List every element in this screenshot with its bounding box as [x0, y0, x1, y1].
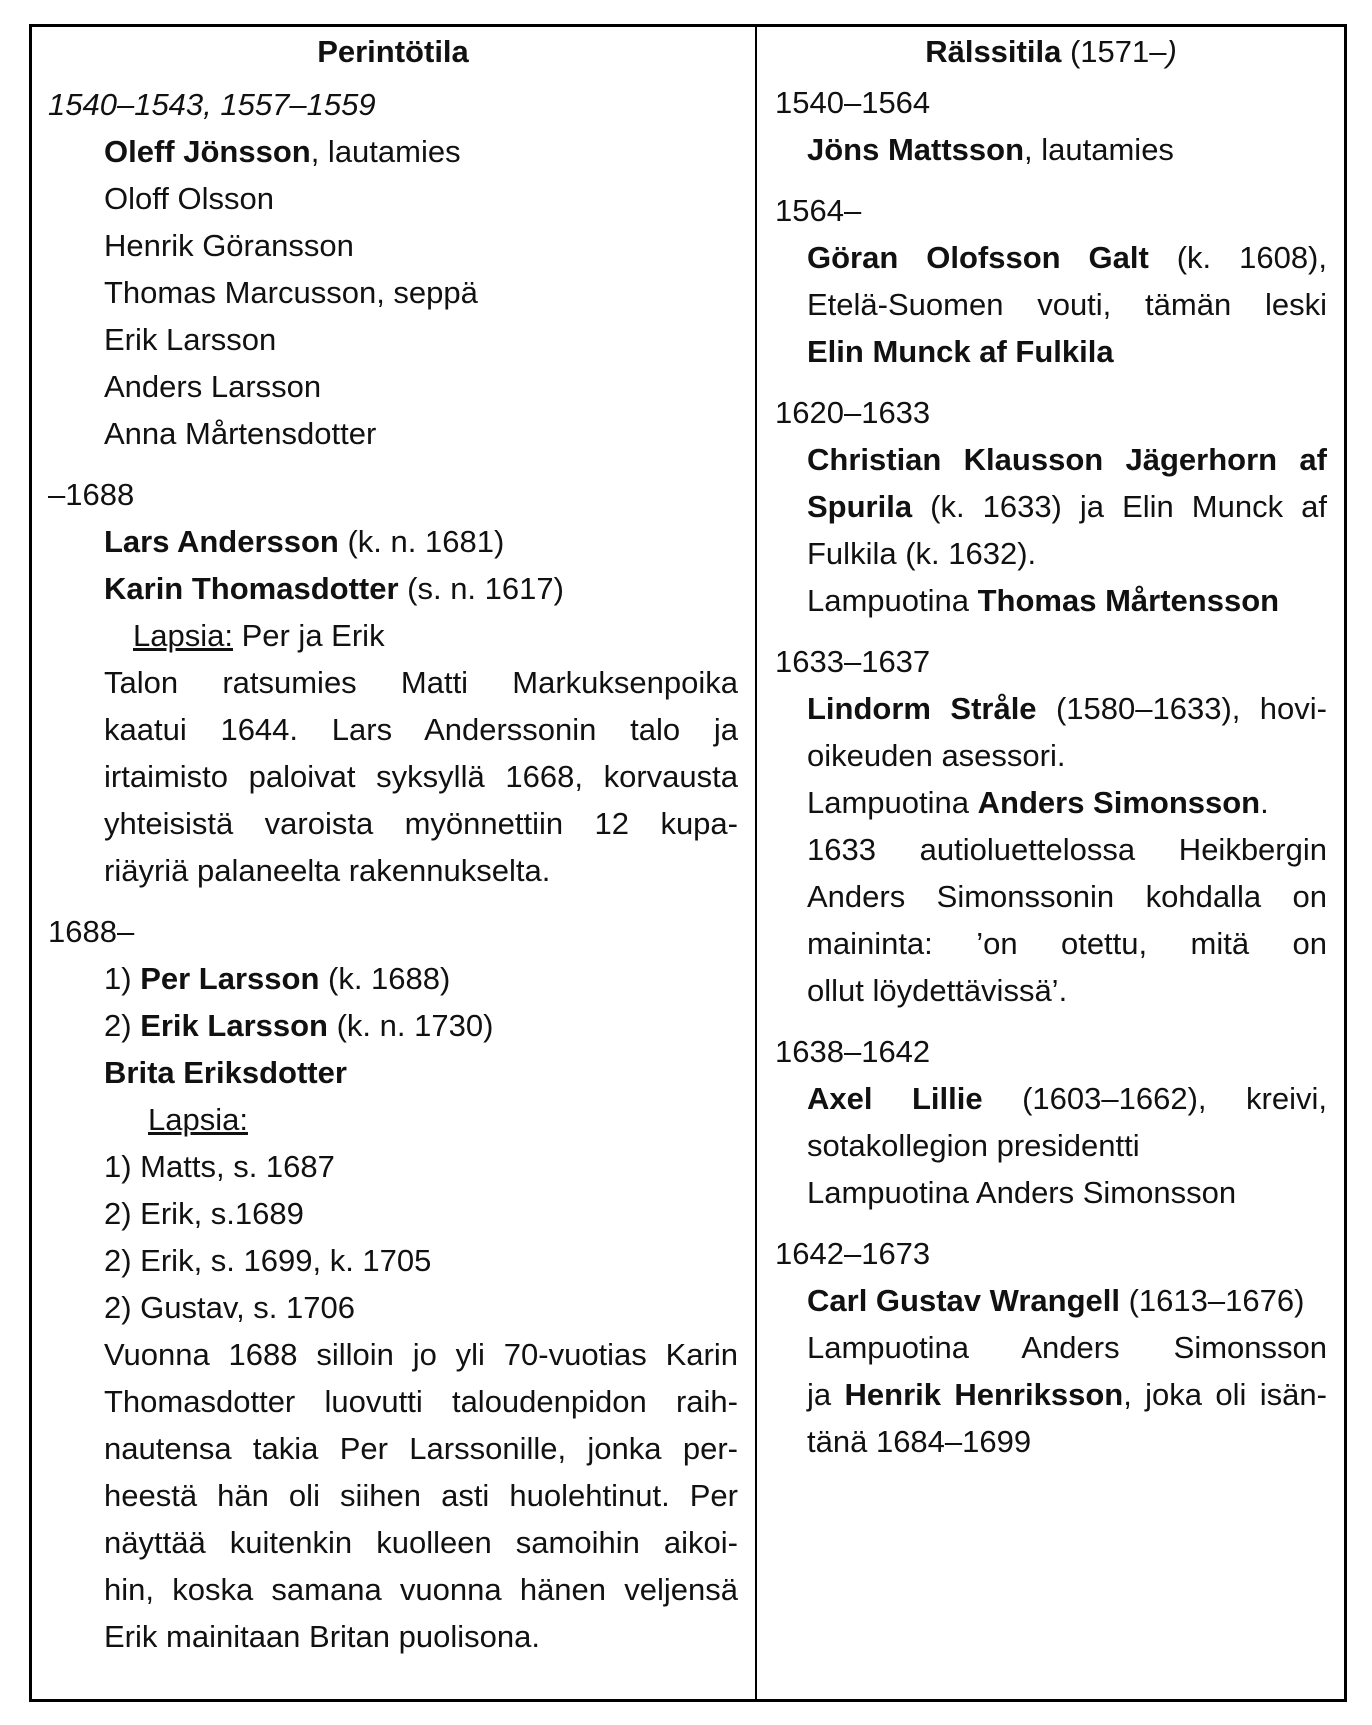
heading-years: (1571– — [1061, 34, 1167, 69]
tenant-end: . — [1260, 785, 1269, 820]
note-line: Vuonna 1688 silloin jo yli 70-vuotias Karin — [104, 1337, 738, 1372]
owner-name: Jöns Mattsson — [807, 132, 1025, 167]
owner-line — [775, 1277, 1327, 1324]
column-divider — [755, 24, 757, 1702]
note-line: kaatui 1644. Lars Anderssonin talo ja — [104, 712, 738, 747]
note-line: tänä 1684–1699 — [807, 1424, 1032, 1459]
owner-detail: (k. 1608), — [1148, 240, 1327, 275]
heading-paren: ) — [1166, 34, 1177, 69]
note-line: riäyriä palaneelta rakennukselta. — [104, 853, 551, 888]
owner-line — [48, 518, 738, 565]
owner-detail: (k. 1633) ja Elin Munck af — [912, 489, 1327, 524]
tenant-line — [775, 1371, 1327, 1418]
owner-detail: , lautamies — [1024, 132, 1174, 167]
note-line: Erik mainitaan Britan puolisona. — [104, 1619, 540, 1654]
note-line: Thomasdotter luovutti taloudenpidon raih- — [104, 1384, 738, 1419]
note-line: Etelä-Suomen vouti, tämän leski — [807, 287, 1327, 322]
owner-name: Axel Lillie — [807, 1081, 983, 1116]
child-line: 2) Erik, s.1689 — [104, 1196, 304, 1231]
tenant-name: Thomas Mårtensson — [977, 583, 1280, 618]
period-heading: 1642–1673 — [775, 1236, 931, 1271]
tenant-label: Lampuotina — [807, 785, 978, 820]
note-line: näyttää kuitenkin kuolleen samoihin aikoi- — [104, 1525, 738, 1560]
note-line: 1633 autioluettelossa Heikbergin — [807, 832, 1327, 867]
owner-line — [775, 483, 1327, 530]
owner-line: Brita Eriksdotter — [104, 1055, 347, 1090]
children-line — [48, 1096, 738, 1143]
tenant-name: Henrik Henriksson — [844, 1377, 1124, 1412]
children-line — [48, 612, 738, 659]
period-heading: 1638–1642 — [775, 1034, 931, 1069]
period-heading: –1688 — [48, 477, 135, 512]
owner-line — [775, 126, 1327, 173]
owner-line — [48, 128, 738, 175]
column-ralssitila — [775, 24, 1327, 1465]
note-line: maininta: ’on otettu, mitä on — [807, 926, 1327, 961]
owner-line: Thomas Marcusson, seppä — [104, 275, 478, 310]
children-label: Lapsia: — [133, 618, 233, 653]
child-line: 2) Erik, s. 1699, k. 1705 — [104, 1243, 432, 1278]
owner-detail: (1603–1662), kreivi, — [982, 1081, 1327, 1116]
list-number: 1) — [104, 961, 141, 996]
tenant-prefix: ja — [807, 1377, 845, 1412]
child-line: 2) Gustav, s. 1706 — [104, 1290, 355, 1325]
children-names: Per ja Erik — [232, 618, 385, 653]
tenant-line — [775, 577, 1327, 624]
note-line: Talon ratsumies Matti Markuksenpoika — [104, 665, 738, 700]
owner-line: Christian Klausson Jägerhorn af — [807, 442, 1327, 477]
owner-name: Oleff Jönsson — [104, 134, 311, 169]
period-heading: 1633–1637 — [775, 644, 931, 679]
owner-name: Spurila — [807, 489, 913, 524]
owner-line — [48, 1002, 738, 1049]
note-line: heestä hän oli siihen asti huolehtinut. Per — [104, 1478, 738, 1513]
owner-name: Karin Thomasdotter — [104, 571, 399, 606]
owner-name: Per Larsson — [140, 961, 320, 996]
heading-title: Rälssitila — [925, 34, 1062, 69]
note-line: yhteisistä varoista myönnettiin 12 kupa- — [104, 806, 738, 841]
owner-name: Göran Olofsson Galt — [807, 240, 1149, 275]
owner-line — [48, 955, 738, 1002]
tenant-name: Anders Simonsson — [977, 785, 1261, 820]
owner-name: Lindorm Stråle — [807, 691, 1037, 726]
note-line: Anders Simonssonin kohdalla on — [807, 879, 1327, 914]
owner-detail: (1613–1676) — [1119, 1283, 1305, 1318]
tenant-label: Lampuotina — [807, 583, 978, 618]
owner-line — [48, 565, 738, 612]
owner-detail: , lautamies — [310, 134, 461, 169]
tenant-line: Lampuotina Anders Simonsson — [807, 1175, 1237, 1210]
column-heading-ralssitila — [775, 24, 1327, 79]
owner-name: Erik Larsson — [140, 1008, 328, 1043]
owner-line: Anna Mårtensdotter — [104, 416, 377, 451]
period-heading: 1620–1633 — [775, 395, 931, 430]
owner-detail: (1580–1633), hovi- — [1036, 691, 1327, 726]
note-line: irtaimisto paloivat syksyllä 1668, korvausta — [104, 759, 738, 794]
period-heading: 1540–1543, 1557–1559 — [48, 87, 376, 122]
note-line: hin, koska samana vuonna hänen veljensä — [104, 1572, 738, 1607]
child-line: 1) Matts, s. 1687 — [104, 1149, 335, 1184]
tenant-line: Lampuotina Anders Simonsson — [807, 1330, 1327, 1365]
owner-detail: (k. 1688) — [319, 961, 451, 996]
period-heading: 1564– — [775, 193, 862, 228]
owner-line — [775, 234, 1327, 281]
note-line: oikeuden asessori. — [807, 738, 1066, 773]
children-label: Lapsia: — [148, 1102, 248, 1137]
owner-name: Carl Gustav Wrangell — [807, 1283, 1120, 1318]
owner-line — [775, 685, 1327, 732]
owner-line: Oloff Olsson — [104, 181, 275, 216]
note-line: ollut löydettävissä’. — [807, 973, 1068, 1008]
list-number: 2) — [104, 1008, 141, 1043]
period-heading: 1540–1564 — [775, 85, 931, 120]
owner-detail: (s. n. 1617) — [398, 571, 564, 606]
tenant-line — [775, 779, 1327, 826]
note-line: Fulkila (k. 1632). — [807, 536, 1037, 571]
owner-detail: (k. n. 1730) — [328, 1008, 494, 1043]
owner-name: Lars Andersson — [104, 524, 339, 559]
owner-line: Elin Munck af Fulkila — [807, 334, 1114, 369]
note-line: nautensa takia Per Larssonille, jonka per- — [104, 1431, 738, 1466]
tenant-detail: , joka oli isän- — [1123, 1377, 1327, 1412]
owner-line: Henrik Göransson — [104, 228, 354, 263]
column-heading-perintotila: Perintötila — [317, 34, 469, 69]
owner-line: Anders Larsson — [104, 369, 322, 404]
note-line: sotakollegion presidentti — [807, 1128, 1140, 1163]
owner-detail: (k. n. 1681) — [338, 524, 505, 559]
period-heading: 1688– — [48, 914, 135, 949]
owner-line — [775, 1075, 1327, 1122]
column-perintotila — [48, 24, 738, 1660]
owner-line: Erik Larsson — [104, 322, 277, 357]
